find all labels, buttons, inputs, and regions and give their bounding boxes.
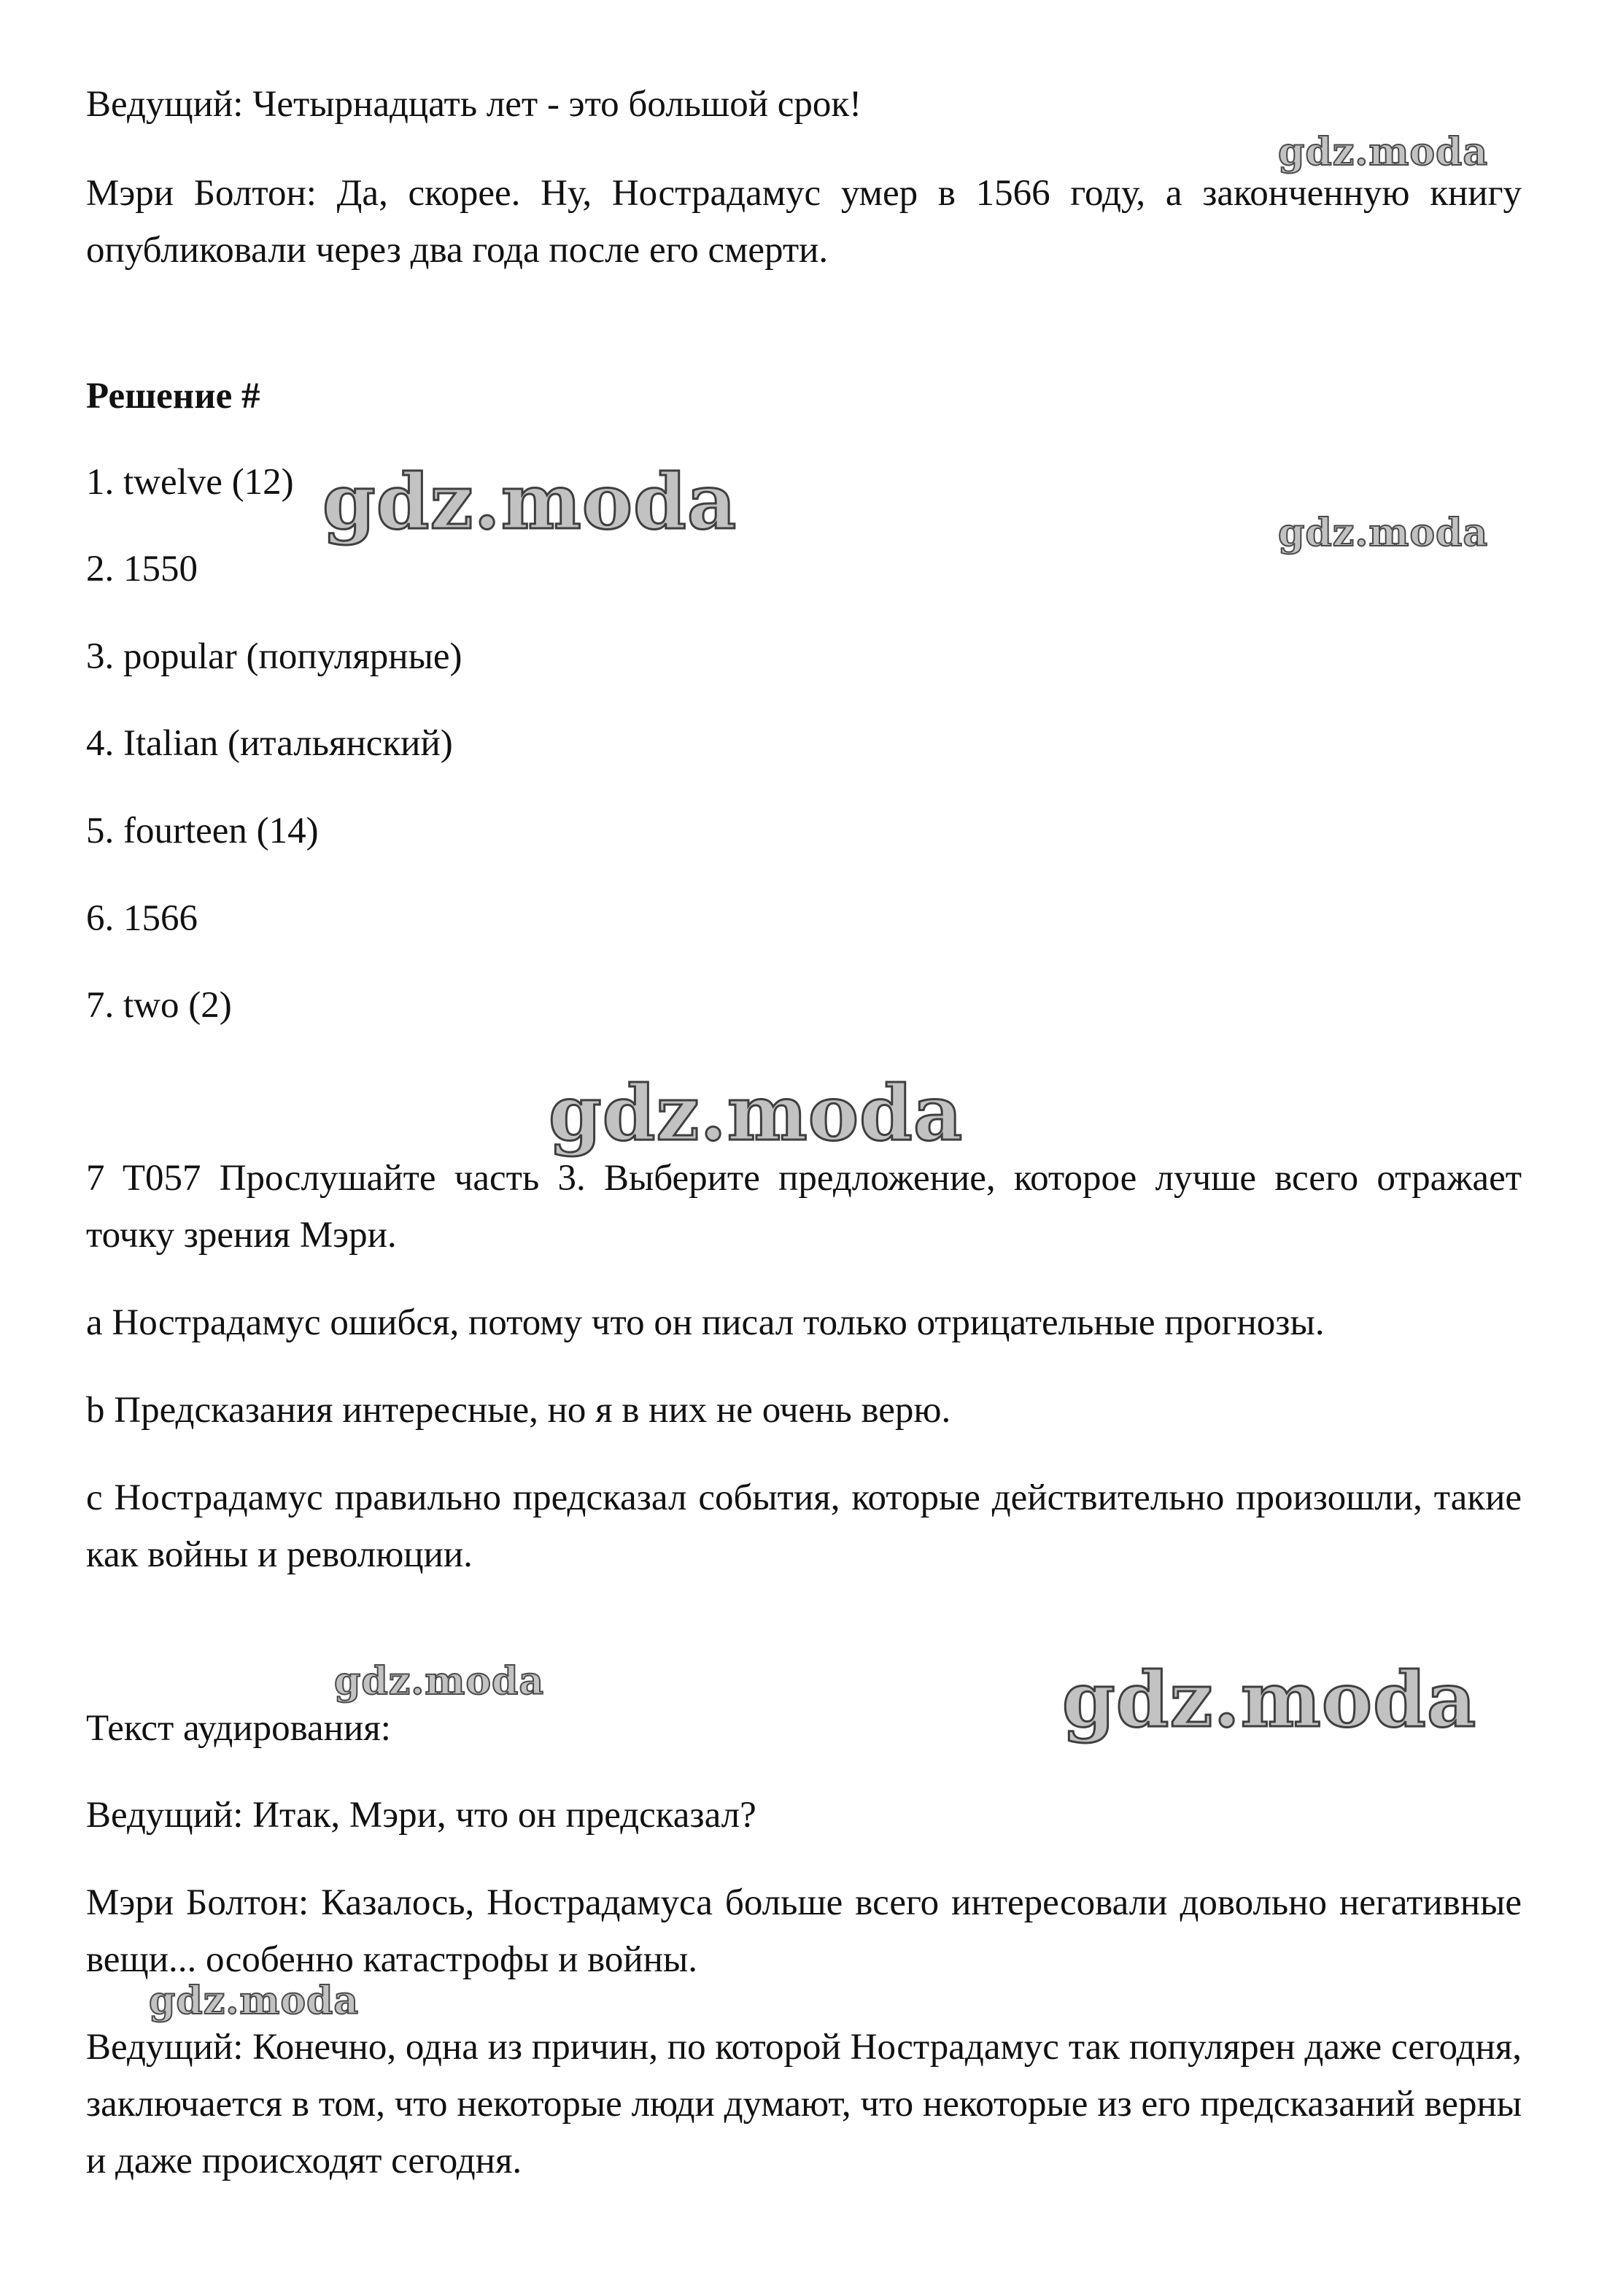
answer-item: 5. fourteen (14) — [86, 811, 319, 851]
dialog-mary-line: Мэри Болтон: Да, скорее. Ну, Нострадамус умер в 1566 году, а законченную книгу опубликовали через два года после его смерти. — [86, 173, 1522, 271]
answer-item: 3. popular (популярные) — [86, 636, 462, 677]
watermark-logo: gdz.moda — [1278, 130, 1489, 174]
watermark-logo: gdz.moda — [1278, 511, 1489, 555]
option-c: c Нострадамус правильно предсказал события, которые действительно произошли, такие как войны и революции. — [86, 1477, 1522, 1575]
answer-item: 1. twelve (12) — [86, 462, 294, 503]
watermark-logo: gdz.moda — [149, 1979, 360, 2023]
solution-heading: Решение # — [86, 376, 260, 417]
answer-item: 6. 1566 — [86, 898, 198, 939]
dialog-host-line: Ведущий: Итак, Мэри, что он предсказал? — [86, 1795, 756, 1836]
dialog-host-line: Ведущий: Конечно, одна из причин, по которой Нострадамус так популярен даже сегодня, заключается в том, что некоторые люди думают, что некоторые из его предсказаний верны и даже происходят сегодня. — [86, 2027, 1522, 2181]
answer-item: 2. 1550 — [86, 549, 198, 590]
answer-item: 7. two (2) — [86, 985, 232, 1026]
answer-item: 4. Italian (итальянский) — [86, 723, 453, 764]
watermark-logo: gdz.moda — [1062, 1655, 1477, 1744]
dialog-host-line: Ведущий: Четырнадцать лет - это большой срок! — [86, 84, 862, 125]
option-a: a Нострадамус ошибся, потому что он писал только отрицательные прогнозы. — [86, 1302, 1325, 1343]
watermark-logo: gdz.moda — [549, 1068, 964, 1158]
watermark-logo: gdz.moda — [322, 457, 737, 546]
listening-heading: Текст аудирования: — [86, 1708, 391, 1749]
watermark-logo: gdz.moda — [334, 1659, 545, 1704]
dialog-mary-line: Мэри Болтон: Казалось, Нострадамуса больше всего интересовали довольно негативные вещи... особенно катастрофы и войны. — [86, 1882, 1522, 1980]
task-7-instruction: 7 T057 Прослушайте часть 3. Выберите предложение, которое лучше всего отражает точку зрения Мэри. — [86, 1158, 1522, 1256]
option-b: b Предсказания интересные, но я в них не очень верю. — [86, 1390, 951, 1431]
